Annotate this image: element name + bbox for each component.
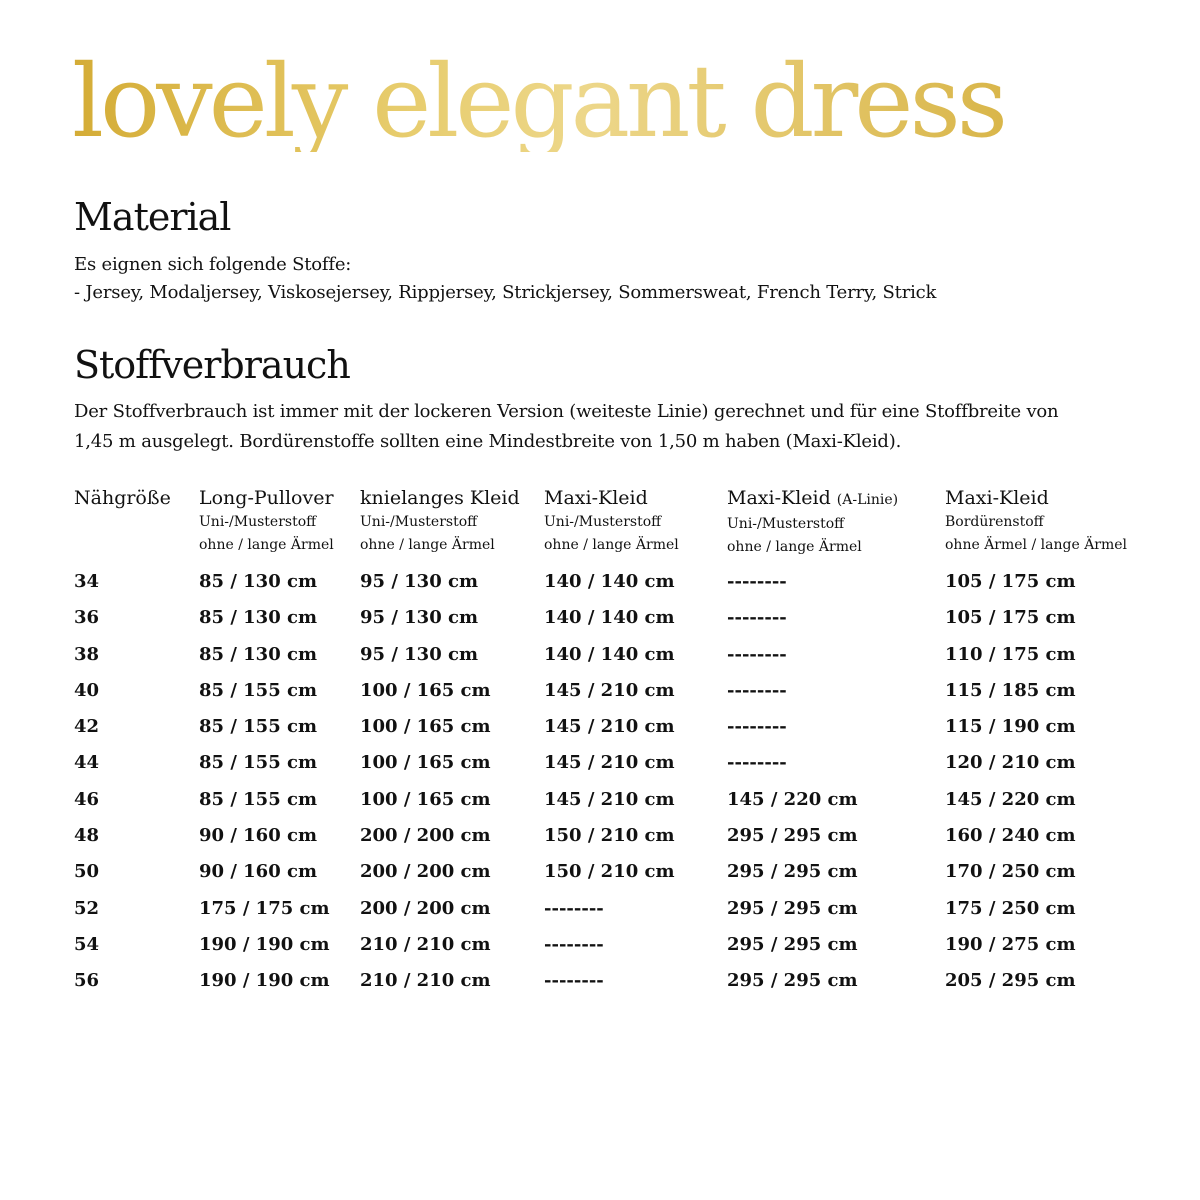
size-cell: 54	[74, 933, 100, 955]
table-row	[74, 825, 1145, 861]
long-pullover-cell: 85 / 155 cm	[199, 679, 318, 701]
maxi-dress-border-cell: 175 / 250 cm	[945, 897, 1076, 919]
long-pullover-cell: 190 / 190 cm	[199, 933, 330, 955]
column-title: Nähgröße	[74, 487, 171, 509]
maxi-dress-cell: --------	[544, 897, 604, 919]
size-cell: 56	[74, 970, 100, 992]
table-row	[74, 571, 1145, 607]
maxi-dress-cell: 150 / 210 cm	[544, 825, 675, 847]
maxi-dress-cell: --------	[544, 970, 604, 992]
maxi-dress-cell: 145 / 210 cm	[544, 788, 675, 810]
column-header-maxi-dress-a-line	[727, 485, 945, 571]
table-row	[74, 644, 1145, 680]
knee-dress-cell: 100 / 165 cm	[360, 752, 491, 774]
knee-dress-cell: 210 / 210 cm	[360, 933, 491, 955]
column-sleeve-note: ohne / lange Ärmel	[727, 539, 862, 555]
maxi-dress-a-line-cell: --------	[727, 752, 787, 774]
maxi-dress-a-line-cell: 295 / 295 cm	[727, 861, 858, 883]
column-header-size	[74, 485, 199, 571]
maxi-dress-cell: 145 / 210 cm	[544, 716, 675, 738]
knee-dress-cell: 200 / 200 cm	[360, 861, 491, 883]
material-intro: Es eignen sich folgende Stoffe:	[74, 254, 352, 275]
long-pullover-cell: 85 / 130 cm	[199, 571, 318, 592]
long-pullover-cell: 175 / 175 cm	[199, 897, 330, 919]
column-fabric-note: Uni-/Musterstoff	[544, 514, 662, 530]
column-sleeve-note: ohne Ärmel / lange Ärmel	[945, 537, 1128, 553]
column-fabric-note: Uni-/Musterstoff	[199, 514, 317, 530]
table-row	[74, 861, 1145, 897]
size-cell: 44	[74, 752, 100, 774]
long-pullover-cell: 90 / 160 cm	[199, 861, 318, 883]
size-cell: 36	[74, 607, 100, 629]
size-cell: 40	[74, 679, 100, 701]
size-cell: 50	[74, 861, 100, 883]
maxi-dress-a-line-cell: --------	[727, 571, 787, 592]
size-cell: 38	[74, 643, 100, 665]
maxi-dress-border-cell: 190 / 275 cm	[945, 933, 1076, 955]
maxi-dress-cell: --------	[544, 933, 604, 955]
maxi-dress-a-line-cell: --------	[727, 716, 787, 738]
size-cell: 34	[74, 571, 100, 592]
maxi-dress-border-cell: 105 / 175 cm	[945, 571, 1076, 592]
maxi-dress-a-line-cell: 295 / 295 cm	[727, 897, 858, 919]
page-title: lovely elegant dress	[72, 43, 1005, 160]
maxi-dress-border-cell: 205 / 295 cm	[945, 970, 1076, 992]
long-pullover-cell: 90 / 160 cm	[199, 825, 318, 847]
column-title: Maxi-Kleid	[945, 487, 1049, 509]
maxi-dress-cell: 140 / 140 cm	[544, 643, 675, 665]
usage-heading: Stoffverbrauch	[74, 343, 350, 387]
knee-dress-cell: 95 / 130 cm	[360, 607, 479, 629]
maxi-dress-border-cell: 170 / 250 cm	[945, 861, 1076, 883]
table-row	[74, 898, 1145, 934]
table-row	[74, 607, 1145, 643]
column-header-maxi-dress	[544, 485, 727, 571]
column-sleeve-note: ohne / lange Ärmel	[199, 537, 334, 553]
size-cell: 52	[74, 897, 100, 919]
maxi-dress-cell: 145 / 210 cm	[544, 679, 675, 701]
long-pullover-cell: 85 / 130 cm	[199, 607, 318, 629]
maxi-dress-a-line-cell: 295 / 295 cm	[727, 970, 858, 992]
table-row	[74, 934, 1145, 970]
knee-dress-cell: 100 / 165 cm	[360, 716, 491, 738]
column-title-wrap	[727, 485, 945, 513]
maxi-dress-a-line-cell: --------	[727, 679, 787, 701]
maxi-dress-border-cell: 115 / 185 cm	[945, 679, 1076, 701]
table-body	[74, 571, 1145, 1007]
long-pullover-cell: 85 / 155 cm	[199, 788, 318, 810]
material-fabric-list: - Jersey, Modaljersey, Viskosejersey, Rippjersey, Strickjersey, Sommersweat, French Terry, Strick	[74, 282, 937, 303]
usage-text-line-2: 1,45 m ausgelegt. Bordürenstoffe sollten eine Mindestbreite von 1,50 m haben (Maxi-Kleid).	[74, 431, 902, 452]
size-cell: 42	[74, 716, 100, 738]
maxi-dress-border-cell: 110 / 175 cm	[945, 643, 1076, 665]
maxi-dress-border-cell: 145 / 220 cm	[945, 788, 1076, 810]
column-title: Maxi-Kleid	[544, 487, 648, 509]
column-header-maxi-dress-border	[945, 485, 1145, 571]
knee-dress-cell: 200 / 200 cm	[360, 897, 491, 919]
maxi-dress-a-line-cell: 145 / 220 cm	[727, 788, 858, 810]
long-pullover-cell: 85 / 155 cm	[199, 752, 318, 774]
maxi-dress-a-line-cell: 295 / 295 cm	[727, 825, 858, 847]
maxi-dress-cell: 150 / 210 cm	[544, 861, 675, 883]
table-row	[74, 970, 1145, 1006]
column-fabric-note: Uni-/Musterstoff	[727, 516, 845, 532]
knee-dress-cell: 200 / 200 cm	[360, 825, 491, 847]
column-header-long-pullover	[199, 485, 360, 571]
knee-dress-cell: 210 / 210 cm	[360, 970, 491, 992]
column-sleeve-note: ohne / lange Ärmel	[360, 537, 495, 553]
column-header-knee-dress	[360, 485, 544, 571]
maxi-dress-cell: 140 / 140 cm	[544, 607, 675, 629]
column-title-note: (A-Linie)	[836, 492, 899, 508]
maxi-dress-border-cell: 105 / 175 cm	[945, 607, 1076, 629]
material-heading: Material	[74, 195, 231, 239]
table-header-row	[74, 485, 1145, 571]
table-row	[74, 752, 1145, 788]
size-cell: 46	[74, 788, 100, 810]
maxi-dress-cell: 140 / 140 cm	[544, 571, 675, 592]
column-fabric-note: Uni-/Musterstoff	[360, 514, 478, 530]
knee-dress-cell: 100 / 165 cm	[360, 788, 491, 810]
column-fabric-note: Bordürenstoff	[945, 514, 1044, 530]
knee-dress-cell: 95 / 130 cm	[360, 571, 479, 592]
column-title: Maxi-Kleid	[727, 487, 837, 509]
maxi-dress-border-cell: 120 / 210 cm	[945, 752, 1076, 774]
table-row	[74, 789, 1145, 825]
table-row	[74, 716, 1145, 752]
long-pullover-cell: 190 / 190 cm	[199, 970, 330, 992]
maxi-dress-a-line-cell: 295 / 295 cm	[727, 933, 858, 955]
size-cell: 48	[74, 825, 100, 847]
fabric-usage-table	[74, 485, 1145, 1007]
column-sleeve-note: ohne / lange Ärmel	[544, 537, 679, 553]
long-pullover-cell: 85 / 130 cm	[199, 643, 318, 665]
column-title: Long-Pullover	[199, 487, 334, 509]
knee-dress-cell: 100 / 165 cm	[360, 679, 491, 701]
maxi-dress-a-line-cell: --------	[727, 643, 787, 665]
knee-dress-cell: 95 / 130 cm	[360, 643, 479, 665]
usage-text-line-1: Der Stoffverbrauch ist immer mit der lockeren Version (weiteste Linie) gerechnet und für eine Stoffbreite von	[74, 401, 1059, 422]
maxi-dress-a-line-cell: --------	[727, 607, 787, 629]
table-row	[74, 680, 1145, 716]
long-pullover-cell: 85 / 155 cm	[199, 716, 318, 738]
maxi-dress-border-cell: 160 / 240 cm	[945, 825, 1076, 847]
column-title: knielanges Kleid	[360, 487, 520, 509]
maxi-dress-cell: 145 / 210 cm	[544, 752, 675, 774]
maxi-dress-border-cell: 115 / 190 cm	[945, 716, 1076, 738]
